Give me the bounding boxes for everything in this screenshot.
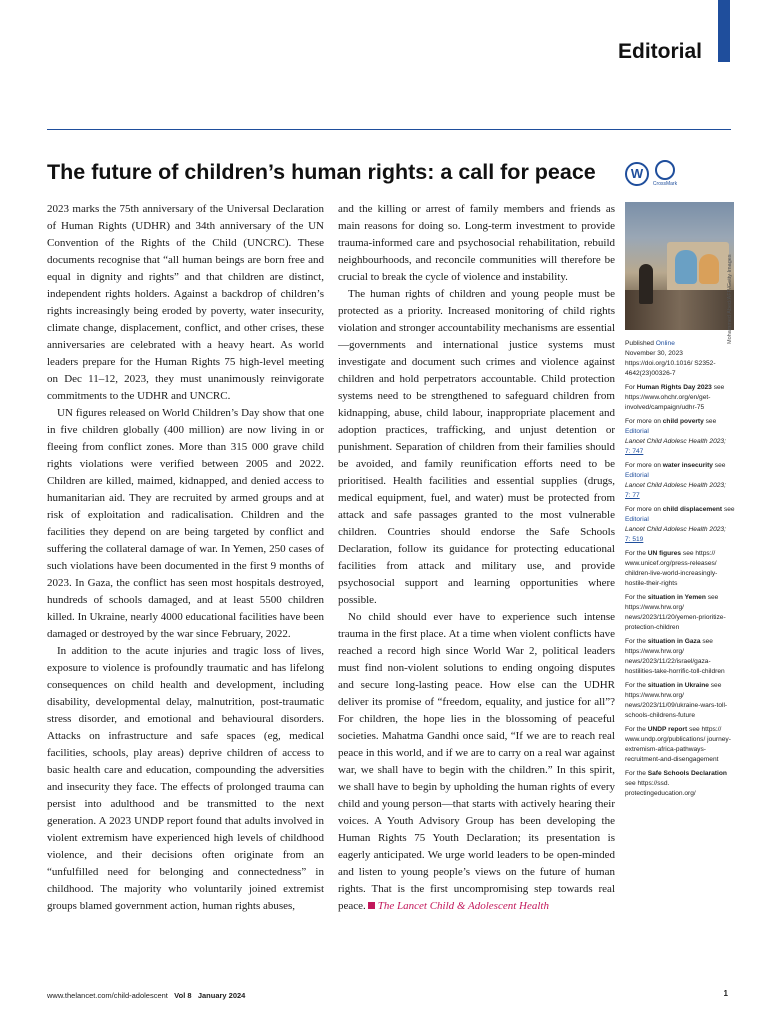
- note-post: see: [712, 462, 726, 469]
- note-pre: For the: [625, 770, 648, 777]
- published-online-link[interactable]: Online: [655, 340, 675, 347]
- note-editorial-link[interactable]: Editorial: [625, 472, 649, 479]
- note-pre: For more on: [625, 506, 663, 513]
- note-editorial-link[interactable]: Editorial: [625, 428, 649, 435]
- header-rule: [47, 129, 731, 130]
- sidebar-note: [625, 383, 737, 413]
- note-bold: situation in Gaza: [647, 638, 701, 645]
- open-access-w-icon[interactable]: W: [625, 162, 649, 186]
- note-pre: For the: [625, 594, 648, 601]
- crossmark-ring: [655, 160, 675, 180]
- note-post: see https://www.hrw.org/ news/2023/11/22/israel/gaza-hostilities-take-horrific-toll-children: [625, 638, 725, 675]
- footer-date: January 2024: [197, 991, 246, 1000]
- note-post: see: [722, 506, 735, 513]
- footer-citation: [47, 991, 245, 1000]
- sidebar-note-list: [625, 383, 737, 799]
- note-journal: Lancet Child Adolesc Health 2023;: [625, 482, 726, 489]
- published-doi[interactable]: https://doi.org/10.1016/ S2352-4642(23)00326-7: [625, 360, 716, 377]
- footer-url[interactable]: www.thelancet.com/child-adolescent: [47, 991, 168, 1000]
- note-bold: UNDP report: [647, 726, 688, 733]
- note-journal: Lancet Child Adolesc Health 2023;: [625, 526, 726, 533]
- note-pre: For the: [625, 726, 648, 733]
- crossmark-icon[interactable]: [653, 160, 677, 187]
- note-citation-link[interactable]: 7: 747: [625, 448, 644, 455]
- paragraph: The human rights of children and young people must be protected as a priority. Increased monitoring of child rights violation and stronger accountability mechanisms are essential—governments and international justice systems must investigate and document such crimes and violence against children and hold perpetrators accountable. Child protection systems need to be strengthened to safeguard children from kidnapping, abuse, child labour, inappropriate placement and adoption practices, trafficking, and unjust detention or punishment. Separation of children from their families should be avoided, and family reunification efforts need to be prioritised. Health facilities and essential supplies (drugs, medical equipment, fuel, and water) must be protected from attack and safe passages granted to the most vulnerable children. Countries should endorse the Safe Schools Declaration, follow its guidance for protecting educational facilities from attack and military use, and provide psychosocial support and learning opportunities where possible.: [338, 288, 615, 606]
- note-bold: Human Rights Day 2023: [636, 384, 712, 391]
- sidebar-note: [625, 461, 737, 501]
- note-bold: child displacement: [662, 506, 723, 513]
- note-pre: For the: [625, 638, 648, 645]
- photo-mural-figure: [699, 254, 719, 284]
- note-bold: situation in Yemen: [647, 594, 706, 601]
- note-post: see https:// www.unicef.org/press-releases/ children-live-world-increasingly-hostile-their-rights: [625, 550, 718, 587]
- sidebar-note: [625, 637, 737, 677]
- end-square-icon: [368, 902, 375, 909]
- footer-volume: Vol 8: [174, 991, 192, 1000]
- photo-person: [639, 264, 653, 304]
- paragraph-last: [338, 609, 615, 915]
- photo-mural-figure: [675, 250, 697, 284]
- note-citation-link[interactable]: 7: 519: [625, 536, 644, 543]
- note-pre: For: [625, 384, 637, 391]
- sidebar-note: [625, 549, 737, 589]
- published-label: Published: [625, 340, 656, 347]
- page-number: 1: [723, 989, 728, 998]
- sidebar-note: [625, 417, 737, 457]
- body-column-2: [338, 201, 615, 915]
- article-photo: [625, 202, 734, 330]
- paragraph: UN figures released on World Children’s Day show that one in five children globally (400 million) are now living in or fleeing from conflict zones. More than 315 000 grave child rights violations were verified between 2005 and 2022. Children are killed, maimed, kidnapped, and denied access to humanitarian aid. They are recruited by armed groups and at risk of exploitation and radicalisation. Children and the facilities they depend on are being targeted by conflict and suffering the collateral damage of war. In Yemen, 250 cases of such violations have been documented in the first 9 months of 2023. In Gaza, the conflict has seen most hospitals destroyed, hundreds of schools damaged, and at least 5500 children killed. In Ukraine, nearly 4000 educational facilities have been damaged or destroyed by the war since February, 2022.: [47, 407, 324, 640]
- note-post: see https://www.hrw.org/ news/2023/11/20/yemen-prioritize-protection-children: [625, 594, 726, 631]
- sidebar-notes: [625, 339, 737, 803]
- note-bold: Safe Schools Declaration: [647, 770, 727, 777]
- note-bold: water insecurity: [662, 462, 713, 469]
- article-title: The future of children’s human rights: a call for peace: [47, 160, 596, 184]
- note-editorial-link[interactable]: Editorial: [625, 516, 649, 523]
- sidebar-note: [625, 505, 737, 545]
- note-journal: Lancet Child Adolesc Health 2023;: [625, 438, 726, 445]
- paragraph-text: No child should ever have to experience such intense trauma in the first place. At a time when violent conflicts have reached a record high since World War 2, political leaders must find non-violent solutions to ending ongoing disputes and secure long-lasting peace. How else can the UDHR deliver its promise of “freedom, equality, and justice for all”? For children, the hope lies in the blossoming of peaceful societies. Mahatma Gandhi once said, “If we are to reach real peace in this world, and if we are to carry on a real war against war, we shall have to begin with the children.” In this spirit, we shall have to begin by upholding the human rights of every child and young person—that starts with actively hearing their voices. A Youth Advisory Group has been developing the Human Rights 75 Youth Declaration; its presentation is eagerly anticipated. We urge world leaders to be open-minded and listen to young people’s views on the future of human rights. That is the first uncompromising step towards real peace.: [338, 611, 615, 912]
- journal-signature: The Lancet Child & Adolescent Health: [377, 900, 549, 912]
- note-post: see https://www.hrw.org/ news/2023/11/09/ukraine-wars-toll-schools-childrens-future: [625, 682, 728, 719]
- section-color-tab: [718, 0, 730, 62]
- note-post: see https:// www.undp.org/publications/ journey-extremism-africa-pathways-recruitment-and-disengagement: [625, 726, 731, 763]
- section-label: Editorial: [617, 40, 702, 63]
- sidebar-note: [625, 725, 737, 765]
- article-badges: [625, 160, 677, 187]
- note-post: see: [703, 418, 717, 425]
- note-bold: UN figures: [647, 550, 682, 557]
- paragraph: In addition to the acute injuries and tragic loss of lives, exposure to violence is profoundly traumatic and has lifelong consequences on child health and development, including disability, developmental delay, malnutrition, post-traumatic stress disorder, and emotional and behavioural disorders. Attacks on infrastructure and safe spaces (eg, medical facilities, schools, play areas) deprive children of access to basic health care and education, compounding the adversities and insecurity they face. The effects of prolonged trauma can persist into adulthood and be transmitted to the next generation. A 2023 UNDP report found that adults involved in violent extremism have experienced high levels of childhood violence, and their decisions often originate from an “unfulfilled need for belonging and connectedness” in childhood. The majority who voluntarily joined extremist groups blamed government action, human rights abuses,: [47, 645, 324, 912]
- note-bold: situation in Ukraine: [647, 682, 709, 689]
- body-column-1: [47, 201, 324, 915]
- published-date: November 30, 2023: [625, 350, 683, 357]
- paragraph: 2023 marks the 75th anniversary of the Universal Declaration of Human Rights (UDHR) and 34th anniversary of the UN Convention of the Rights of the Child (UNCRC). These documents recognise that “all human beings are born free and equal in dignity and rights” and that children are distinct, independent rights holders. Against a backdrop of children’s rights increasingly being eroded by poverty, water insecurity, climate change, displacement, conflict, and other crises, these anniversaries are celebrated with a heavy heart. As world leaders prepare for the Human Rights 75 high-level meeting on Dec 11–12, 2023, they must unanimously reinvigorate commitments to the UDHR and UNCRC.: [47, 203, 324, 402]
- sidebar-note: [625, 593, 737, 633]
- paragraph: and the killing or arrest of family members and friends as main reasons for doing so. Long-term investment to provide trauma-informed care and psychosocial rehabilitation, rebuild neighbourhoods, and reconcile communities will therefore be crucial to break the cycle of violence and instability.: [338, 203, 615, 283]
- photo-credit: Mohammed Abed/AFP/Getty Images: [727, 254, 733, 344]
- crossmark-label: CrossMark: [652, 181, 678, 187]
- sidebar-note: [625, 681, 737, 721]
- note-post: see https://ssd. protectingeducation.org/: [625, 780, 696, 797]
- note-pre: For the: [625, 550, 648, 557]
- note-citation-link[interactable]: 7: 77: [625, 492, 640, 499]
- note-post: see https://www.ohchr.org/en/get-involved/campaign/udhr-75: [625, 384, 725, 411]
- note-pre: For more on: [625, 418, 663, 425]
- sidebar-note: [625, 769, 737, 799]
- note-bold: child poverty: [662, 418, 704, 425]
- note-pre: For the: [625, 682, 648, 689]
- note-pre: For more on: [625, 462, 663, 469]
- published-info: [625, 339, 737, 379]
